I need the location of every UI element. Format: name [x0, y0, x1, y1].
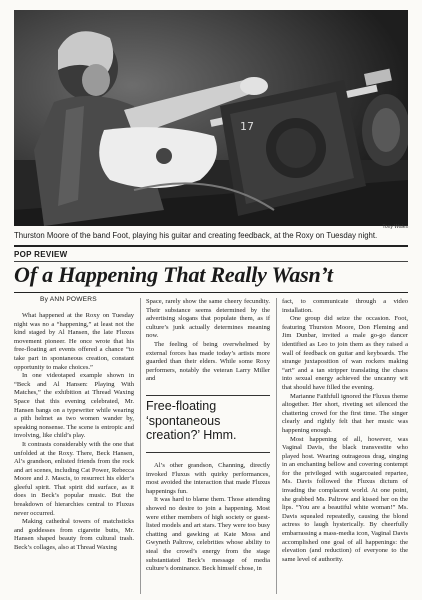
paragraph: Al’s other grandson, Channing, directly invoked Fluxus with quirky performances, most avoided the interaction that made Fluxus happenings fun. — [146, 462, 270, 495]
photo-credit: Tony Wales — [382, 224, 408, 230]
pull-quote: Free-floating ‘spontaneous creation?’ Hmm. — [146, 399, 237, 442]
byline: By ANN POWERS — [40, 296, 97, 303]
article-column-2-bottom — [146, 462, 270, 574]
heavy-rule — [14, 245, 408, 247]
paragraph: Making cathedral towers of matchsticks and goddesses from cigarette butts, Mr. Hansen shaped beauty from cultural trash. Beck’s collages, also at Thread Waxing — [14, 518, 134, 552]
paragraph: What happened at the Roxy on Tuesday night was no a “happening,” at least not the kind staged by Al Hansen, the late Fluxus movement pioneer. He once wrote that his free-floating art events offered a chance “to take part in spontaneous creation, constant opportunity to make choices.” — [14, 312, 134, 371]
paragraph: Marianne Faithfull ignored the Fluxus theme altogether. Her short, riveting set silenced the chattering crowd for the first time. The singer clearly and rightly felt that her music was happening enough. — [282, 392, 408, 434]
headline-rule — [14, 292, 408, 293]
article-headline: Of a Happening That Really Wasn’t — [14, 262, 333, 287]
paragraph: The feeling of being overwhelmed by external forces has made today’s artists more guarded than their elders. While some Roxy performers, notably the veteran Larry Miller and — [146, 340, 270, 383]
paragraph: Space, rarely show the same cheery fecundity. Their substance seems determined by the advertising slogans that populate them, as if culture’s junk actually determines meaning now. — [146, 298, 270, 340]
paragraph: One group did seize the occasion. Foot, featuring Thurston Moore, Don Fleming and Jim Dunbar, invited a male go-go dancer identified as Leo to join them as they raised a wall of feedback on guitar and keyboards. The strange juxtaposition of wan rockers making “art” and a tan stripper translating the chaos into sexual energy achieved the uncanny wit that should have filled the evening. — [282, 315, 408, 391]
paragraph: In one videotaped example shown in “Beck and Al Hansen: Playing With Matches,” the exhibition at Thread Waxing Space that this evening celebrated, Mr. Hansen bangs on a typewriter while wearing a pith helmet as two women wander by, speaking nonsense. The scene is entropic and involving, like child’s play. — [14, 372, 134, 440]
column-divider — [140, 298, 141, 594]
paragraph: Most happening of all, however, was Vaginal Davis, the black transvestite who played host. Wearing outrageous drag, singing in an enchanting bellow and covering contempt for the privileged with sugarcoated repartee, Ms. Davis followed the Fluxus dictum of invading the complacent world. At one point, she grabbed Ms. Paltrow and kissed her on the lips. “You are a beautiful white woman!” Ms. Davis squealed repeatedly, causing the blond actress to laugh hysterically. By cheerfully embarrassing a mass-media icon, Vaginal Davis accomplished one goal of all happenings: the elevation (and reduction) of everyone to the same level of authority. — [282, 435, 408, 563]
pull-quote-rule-top — [146, 395, 270, 396]
concert-photo — [14, 10, 408, 226]
article-column-3 — [282, 298, 408, 564]
pull-quote-rule-bottom — [146, 452, 270, 453]
guitarist-photo-graphic — [14, 10, 408, 226]
photo-caption: Thurston Moore of the band Foot, playing his guitar and creating feedback, at the Roxy on Tuesday night. — [14, 231, 378, 240]
article-column-2-top — [146, 298, 270, 384]
paragraph: It was hard to blame them. Those attending showed no desire to join a happening. Most were either members of high society or guest-listed models and art stars. They were too busy chatting and gawking at Kate Moss and Gwyneth Paltrow, celebrities whose ability to steal the crowd’s energy from the stage substantiated Beck’s message of media culture’s dominance. Beck himself chose, in — [146, 496, 270, 573]
amp-number-label: 17 — [240, 120, 254, 133]
article-column-1 — [14, 312, 134, 553]
paragraph: It contrasts considerably with the one that unfolded at the Roxy. There, Beck Hansen, Al’s grandson, enlisted friends from the rock and art scenes, including Cat Power, Rebecca Moore and J. Mascis, to resurrect his elder’s gleeful spirit. That spirit did surface, as it does in Beck’s popular music. But the breakdown of hierarchies central to Fluxus never occurred. — [14, 440, 134, 517]
paragraph: fact, to communicate through a video installation. — [282, 298, 408, 314]
section-kicker: POP REVIEW — [14, 250, 68, 259]
column-divider — [276, 298, 277, 594]
